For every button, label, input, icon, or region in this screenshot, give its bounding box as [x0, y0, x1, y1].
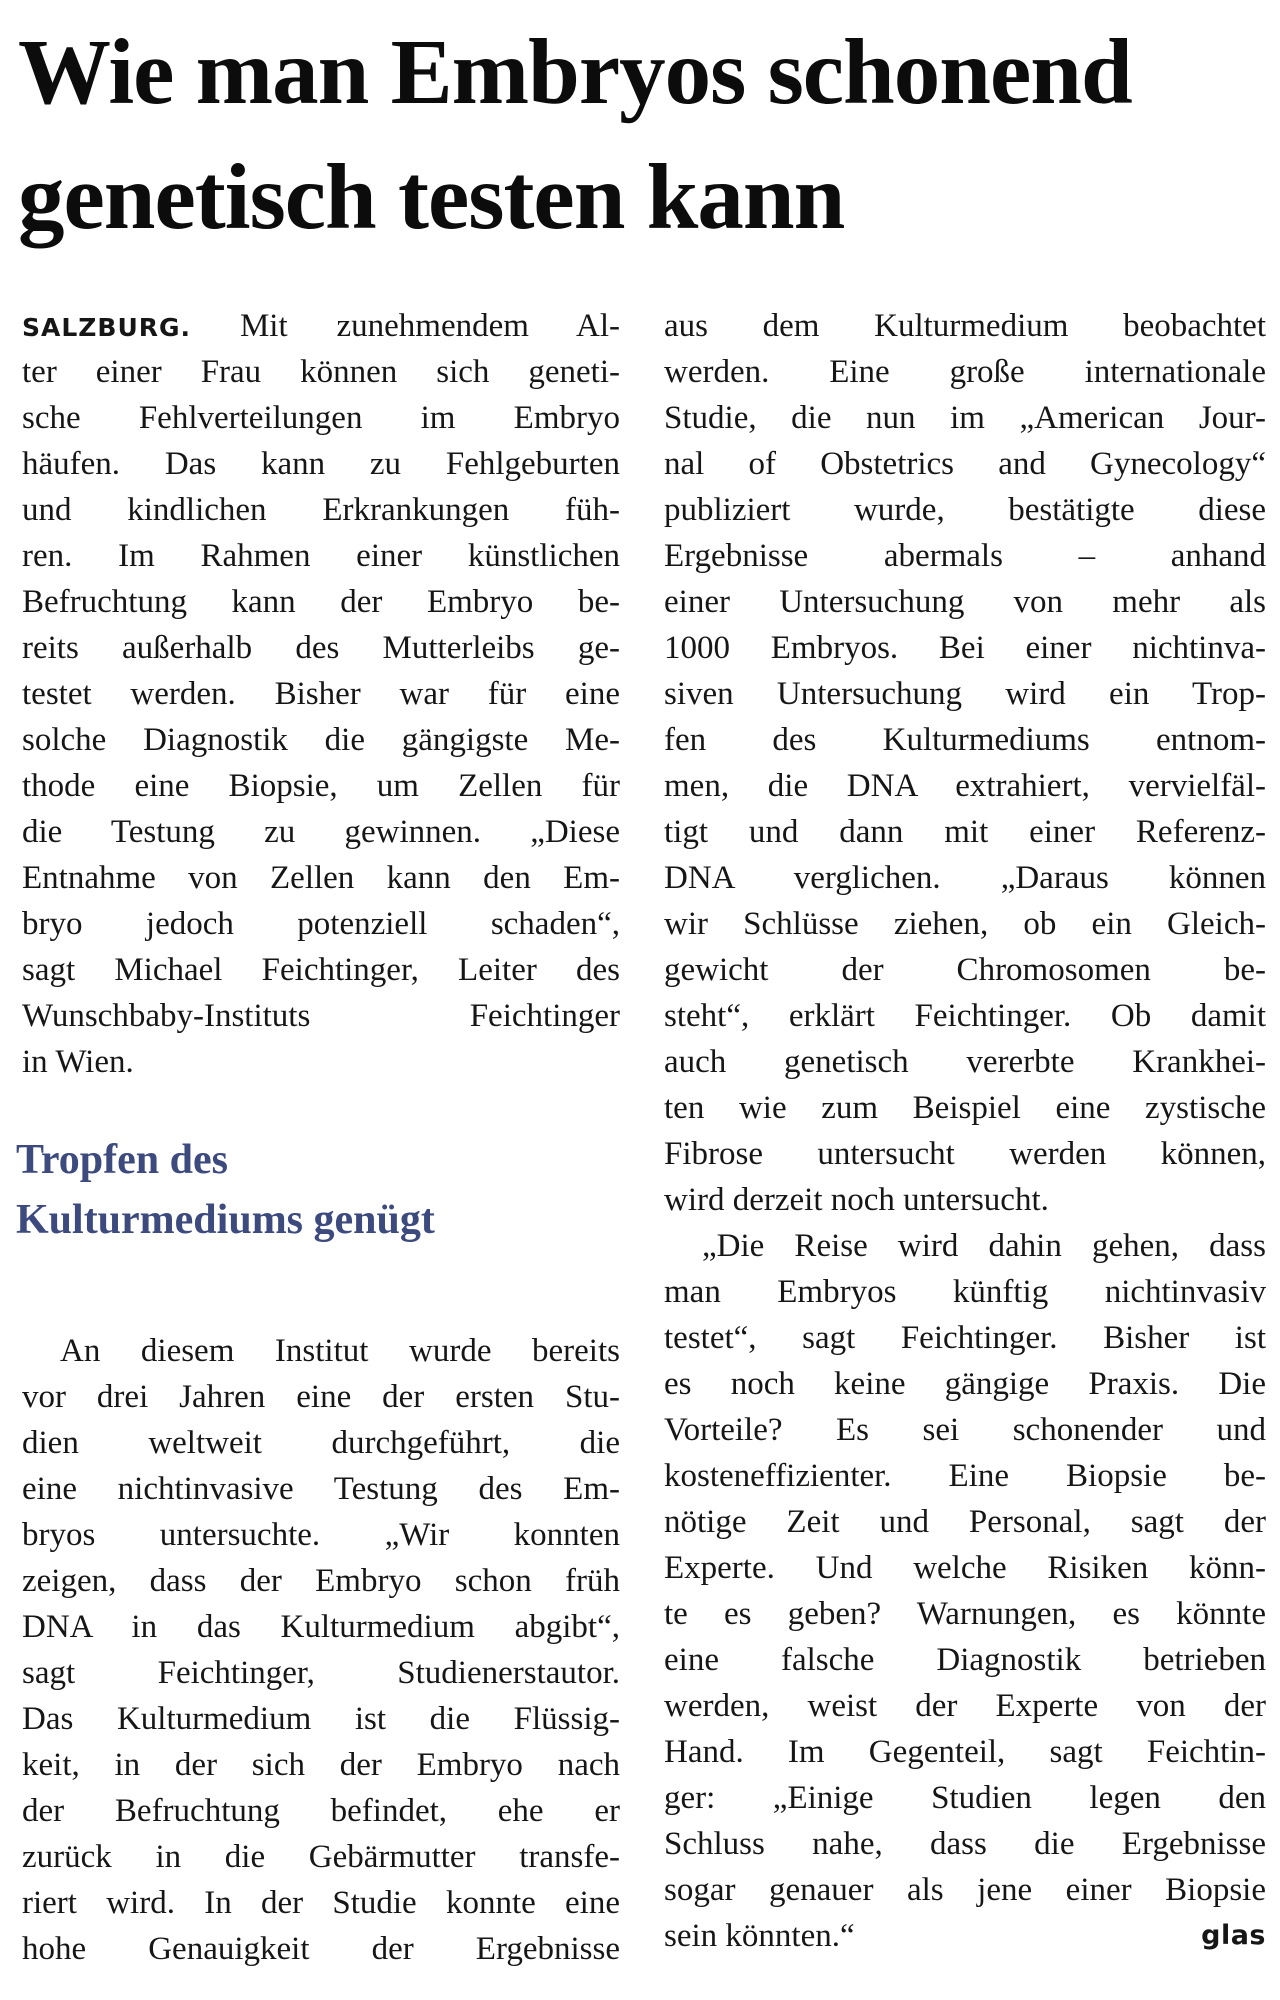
- text-line: einer Untersuchung von mehr als: [664, 584, 1266, 620]
- text-line: reits außerhalb des Mutterleibs ge-: [22, 630, 620, 666]
- text-line: Ergebnisse abermals – anhand: [664, 538, 1266, 574]
- text-line-fragment: sein könnten.“: [664, 1918, 855, 1954]
- text-line: te es geben? Warnungen, es könnte: [664, 1596, 1266, 1632]
- text-line: in Wien.: [22, 1044, 134, 1080]
- text-line: „Die Reise wird dahin gehen, dass: [702, 1228, 1266, 1264]
- text-line: die Testung zu gewinnen. „Diese: [22, 814, 620, 850]
- subheading-line: Kulturmediums genügt: [16, 1197, 435, 1243]
- text-line: eine nichtinvasive Testung des Em-: [22, 1471, 620, 1507]
- text-line: testet“, sagt Feichtinger. Bisher ist: [664, 1320, 1266, 1356]
- text-line: sagt Michael Feichtinger, Leiter des: [22, 952, 620, 988]
- text-line: der Befruchtung befindet, ehe er: [22, 1793, 620, 1829]
- text-line: ger: „Einige Studien legen den: [664, 1780, 1266, 1816]
- headline-line: Wie man Embryos schonend: [18, 21, 1132, 124]
- text-line: bryo jedoch potenziell schaden“,: [22, 906, 620, 942]
- text-line: ren. Im Rahmen einer künstlichen: [22, 538, 620, 574]
- text-line-fragment: Mit zunehmendem Al-: [191, 308, 620, 344]
- article-headline: [18, 10, 1258, 260]
- left-column-body: [22, 1328, 620, 1972]
- text-line: gewicht der Chromosomen be-: [664, 952, 1266, 988]
- text-line: es noch keine gängige Praxis. Die: [664, 1366, 1266, 1402]
- text-line: vor drei Jahren eine der ersten Stu-: [22, 1379, 620, 1415]
- text-line-final: [664, 1913, 1266, 1959]
- text-line: bryos untersuchte. „Wir konnten: [22, 1517, 620, 1553]
- text-line: 1000 Embryos. Bei einer nichtinva-: [664, 630, 1266, 666]
- text-line: nal of Obstetrics and Gynecology“: [664, 446, 1266, 482]
- text-line: aus dem Kulturmedium beobachtet: [664, 308, 1266, 344]
- text-line: eine falsche Diagnostik betrieben: [664, 1642, 1266, 1678]
- subheading-line: Tropfen des: [16, 1137, 228, 1183]
- text-line: hohe Genauigkeit der Ergebnisse: [22, 1931, 620, 1967]
- text-line: nötige Zeit und Personal, sagt der: [664, 1504, 1266, 1540]
- text-line: sche Fehlverteilungen im Embryo: [22, 400, 620, 436]
- text-line: ten wie zum Beispiel eine zystische: [664, 1090, 1266, 1126]
- text-line: Schluss nahe, dass die Ergebnisse: [664, 1826, 1266, 1862]
- text-line: publiziert wurde, bestätigte diese: [664, 492, 1266, 528]
- text-line: Hand. Im Gegenteil, sagt Feichtin-: [664, 1734, 1266, 1770]
- text-line: werden, weist der Experte von der: [664, 1688, 1266, 1724]
- text-line: steht“, erklärt Feichtinger. Ob damit: [664, 998, 1266, 1034]
- text-line: Entnahme von Zellen kann den Em-: [22, 860, 620, 896]
- text-line: DNA verglichen. „Daraus können: [664, 860, 1266, 896]
- text-line: Vorteile? Es sei schonender und: [664, 1412, 1266, 1448]
- text-line: sagt Feichtinger, Studienerstautor.: [22, 1655, 620, 1691]
- text-line: tigt und dann mit einer Referenz-: [664, 814, 1266, 850]
- article-subheading: [16, 1130, 616, 1250]
- text-line: Experte. Und welche Risiken könn-: [664, 1550, 1266, 1586]
- text-line: riert wird. In der Studie konnte eine: [22, 1885, 620, 1921]
- text-line: zurück in die Gebärmutter transfe-: [22, 1839, 620, 1875]
- text-line: men, die DNA extrahiert, vervielfäl-: [664, 768, 1266, 804]
- text-line: DNA in das Kulturmedium abgibt“,: [22, 1609, 620, 1645]
- text-line: werden. Eine große internationale: [664, 354, 1266, 390]
- text-line: An diesem Institut wurde bereits: [60, 1333, 620, 1369]
- text-line: kosteneffizienter. Eine Biopsie be-: [664, 1458, 1266, 1494]
- right-column: [664, 303, 1266, 1959]
- text-line: zeigen, dass der Embryo schon früh: [22, 1563, 620, 1599]
- text-line: siven Untersuchung wird ein Trop-: [664, 676, 1266, 712]
- text-line: Das Kulturmedium ist die Flüssig-: [22, 1701, 620, 1737]
- text-line: keit, in der sich der Embryo nach: [22, 1747, 620, 1783]
- text-line: dien weltweit durchgeführt, die: [22, 1425, 620, 1461]
- text-line: sogar genauer als jene einer Biopsie: [664, 1872, 1266, 1908]
- text-line: Befruchtung kann der Embryo be-: [22, 584, 620, 620]
- text-line: wir Schlüsse ziehen, ob ein Gleich-: [664, 906, 1266, 942]
- dateline: SALZBURG.: [22, 313, 192, 342]
- text-line: man Embryos künftig nichtinvasiv: [664, 1274, 1266, 1310]
- text-line: [22, 303, 620, 349]
- text-line: auch genetisch vererbte Krankhei-: [664, 1044, 1266, 1080]
- text-line: solche Diagnostik die gängigste Me-: [22, 722, 620, 758]
- text-line: wird derzeit noch untersucht.: [664, 1182, 1049, 1218]
- text-line: Studie, die nun im „American Jour-: [664, 400, 1266, 436]
- headline-line: genetisch testen kann: [18, 146, 845, 249]
- left-column-intro: [22, 303, 620, 1085]
- text-line: testet werden. Bisher war für eine: [22, 676, 620, 712]
- text-line: und kindlichen Erkrankungen füh-: [22, 492, 620, 528]
- text-line: häufen. Das kann zu Fehlgeburten: [22, 446, 620, 482]
- text-line: fen des Kulturmediums entnom-: [664, 722, 1266, 758]
- text-line: Wunschbaby-Instituts Feichtinger: [22, 998, 620, 1034]
- text-line: thode eine Biopsie, um Zellen für: [22, 768, 620, 804]
- text-line: Fibrose untersucht werden können,: [664, 1136, 1266, 1172]
- author-signature: glas: [1201, 1920, 1266, 1951]
- text-line: ter einer Frau können sich geneti-: [22, 354, 620, 390]
